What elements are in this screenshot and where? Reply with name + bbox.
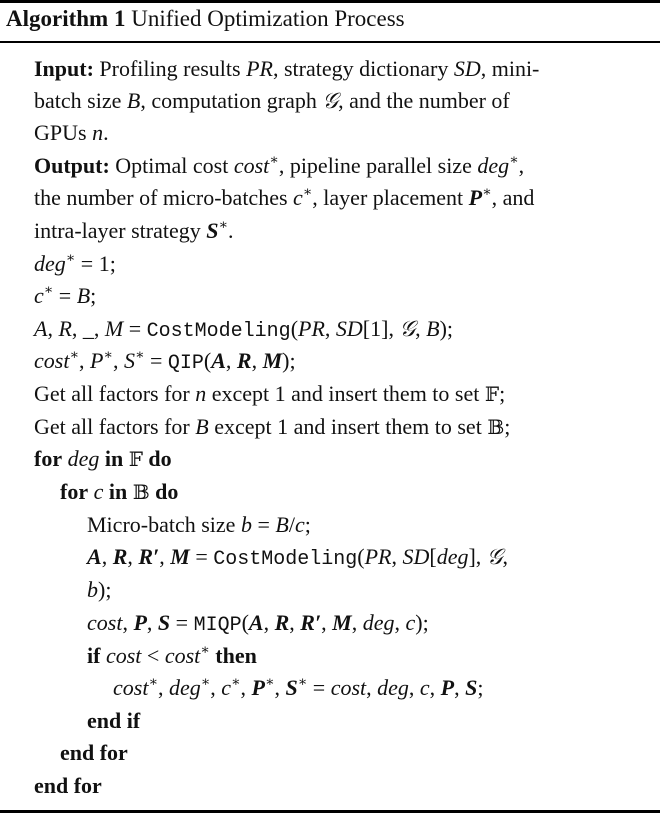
algorithm-line-16: A, R, R′, M = CostModeling(PR, SD[deg], 𝒢, [87,544,508,571]
algorithm-line-23: end for [34,773,102,798]
algorithm-line-7: deg∗ = 1; [34,251,116,276]
title-rule [0,41,660,43]
algorithm-line-15: Micro-batch size b = B/c; [87,512,311,537]
algorithm-line-13: for deg in 𝔽 do [34,446,172,471]
algorithm-line-18: cost, P, S = MIQP(A, R, R′, M, deg, c); [87,610,429,637]
algorithm-title [6,6,405,32]
algorithm-line-21: end if [87,708,141,733]
algorithm-label: Algorithm 1 [6,6,126,31]
algorithm-line-4: Output: Optimal cost cost∗, pipeline parallel size deg∗, [34,153,525,178]
top-rule [0,0,660,3]
output-label: Output: [34,153,110,178]
fn-cost-modeling: CostModeling [146,320,291,343]
algorithm-line-22: end for [60,740,128,765]
algorithm-line-14: for c in 𝔹 do [60,479,179,504]
algorithm-line-10: cost∗, P∗, S∗ = QIP(A, R, M); [34,348,296,375]
algorithm-line-6: intra-layer strategy S∗. [34,218,234,243]
algorithm-line-17: b); [87,577,112,602]
bottom-rule [0,810,660,813]
algorithm-line-19: if cost < cost∗ then [87,643,257,668]
algorithm-line-1: Input: Profiling results PR, strategy dictionary SD, mini- [34,56,540,81]
algorithm-line-11: Get all factors for n except 1 and insert them to set 𝔽; [34,381,506,406]
algorithm-line-8: c∗ = B; [34,283,97,308]
input-label: Input: [34,56,94,81]
algorithm-line-3: GPUs n. [34,120,109,145]
algorithm-line-12: Get all factors for B except 1 and insert them to set 𝔹; [34,414,511,439]
algorithm-name: Unified Optimization Process [131,6,405,31]
fn-qip: QIP [167,352,204,375]
algorithm-line-2: batch size B, computation graph 𝒢, and the number of [34,88,510,113]
algorithm-line-5: the number of micro-batches c∗, layer placement P∗, and [34,185,535,210]
algorithm-line-9: A, R, _, M = CostModeling(PR, SD[1], 𝒢, B); [34,316,454,343]
algorithm-line-20: cost∗, deg∗, c∗, P∗, S∗ = cost, deg, c, P, S; [113,675,484,700]
fn-miqp: MIQP [193,614,242,637]
